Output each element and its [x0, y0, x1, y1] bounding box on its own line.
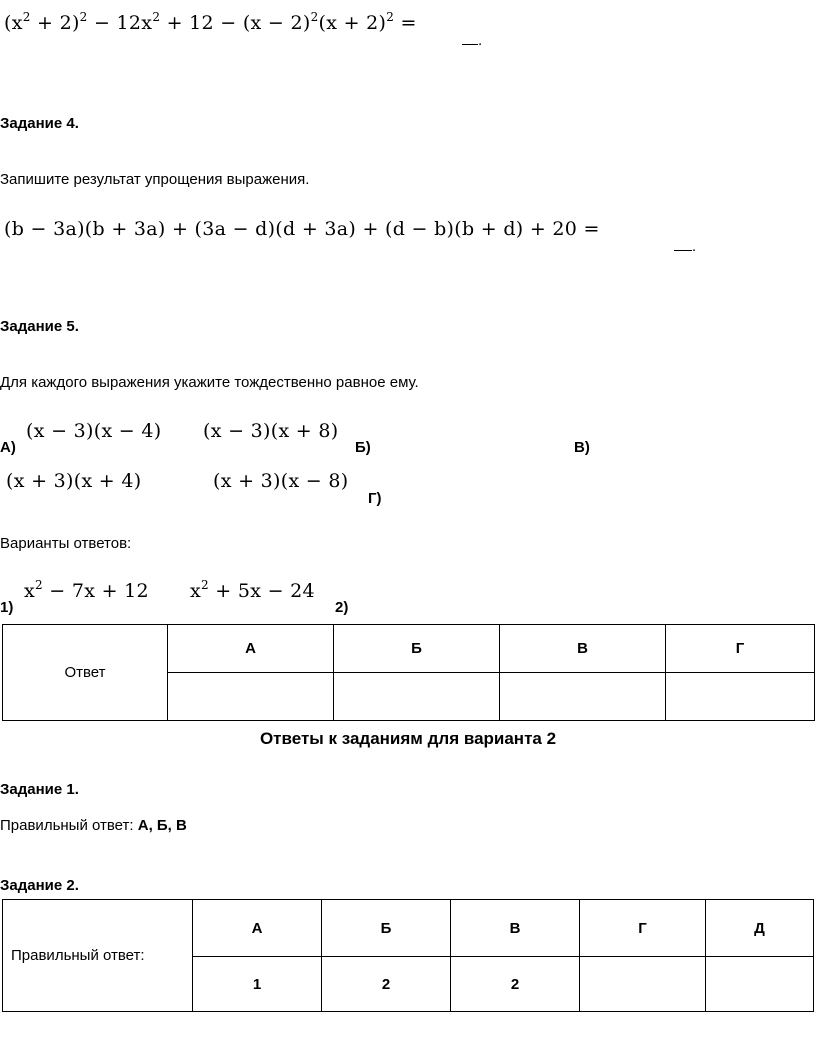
answer-cell: [580, 957, 706, 1012]
label-g: Г): [368, 490, 382, 507]
blank-line: [674, 249, 692, 251]
answer-cell: 2: [322, 957, 451, 1012]
answer1-line: [0, 817, 187, 834]
answer-cell[interactable]: [334, 673, 500, 721]
answer2-table: [2, 899, 814, 1012]
option-1-number: 1): [0, 599, 14, 616]
task5-heading: Задание 5.: [0, 318, 79, 335]
expression-top: $(x^2 + 2)^2 - 12x^2 + 12 - (x - 2)^2(x + 2)^2$ =: [4, 10, 417, 34]
expression-b: (x − 3)(x + 8): [203, 420, 339, 442]
answer2-row-label: Правильный ответ:: [3, 900, 193, 1012]
task4-expression: (b − 3a)(b + 3a) + (3a − d)(d + 3a) + (d − b)(b + d) + 20 =: [4, 218, 600, 240]
answer-blank-task4: .: [674, 238, 696, 255]
answer-cell: [706, 957, 814, 1012]
task5-answer-table: [2, 624, 815, 721]
blank-line: [462, 43, 478, 45]
option-1-expression: $x^2 - 7x + 12$: [24, 578, 149, 602]
column-header: Д: [706, 900, 814, 957]
task4-instruction: Запишите результат упрощения выражения.: [0, 171, 310, 188]
column-header: В: [500, 625, 666, 673]
label-b: Б): [355, 439, 371, 456]
answer-cell[interactable]: [168, 673, 334, 721]
answer1-heading: Задание 1.: [0, 781, 79, 798]
answer1-value: А, Б, В: [137, 817, 187, 834]
option-2-number: 2): [335, 599, 349, 616]
table-row: [3, 625, 815, 673]
options-label: Варианты ответов:: [0, 535, 132, 552]
answer-cell: 1: [193, 957, 322, 1012]
task4-heading: Задание 4.: [0, 115, 79, 132]
column-header: Г: [580, 900, 706, 957]
answer2-heading: Задание 2.: [0, 877, 79, 894]
column-header: А: [168, 625, 334, 673]
answer1-label: Правильный ответ:: [0, 817, 138, 834]
expression-v: (x + 3)(x + 4): [6, 470, 142, 492]
expression-a: (x − 3)(x − 4): [26, 420, 162, 442]
task5-instruction: Для каждого выражения укажите тождественно равное ему.: [0, 374, 419, 391]
answer-cell: 2: [451, 957, 580, 1012]
column-header: В: [451, 900, 580, 957]
answer-cell[interactable]: [666, 673, 815, 721]
column-header: Б: [334, 625, 500, 673]
answer-cell[interactable]: [500, 673, 666, 721]
label-a: А): [0, 439, 16, 456]
answer-row-label: Ответ: [3, 625, 168, 721]
column-header: Б: [322, 900, 451, 957]
label-v: В): [574, 439, 590, 456]
option-2-expression: $x^2 + 5x - 24$: [190, 578, 315, 602]
column-header: Г: [666, 625, 815, 673]
answer-blank-top: .: [462, 32, 482, 49]
expression-g: (x + 3)(x − 8): [213, 470, 349, 492]
table-row: [3, 900, 814, 957]
answers-title: Ответы к заданиям для варианта 2: [259, 729, 557, 748]
column-header: А: [193, 900, 322, 957]
